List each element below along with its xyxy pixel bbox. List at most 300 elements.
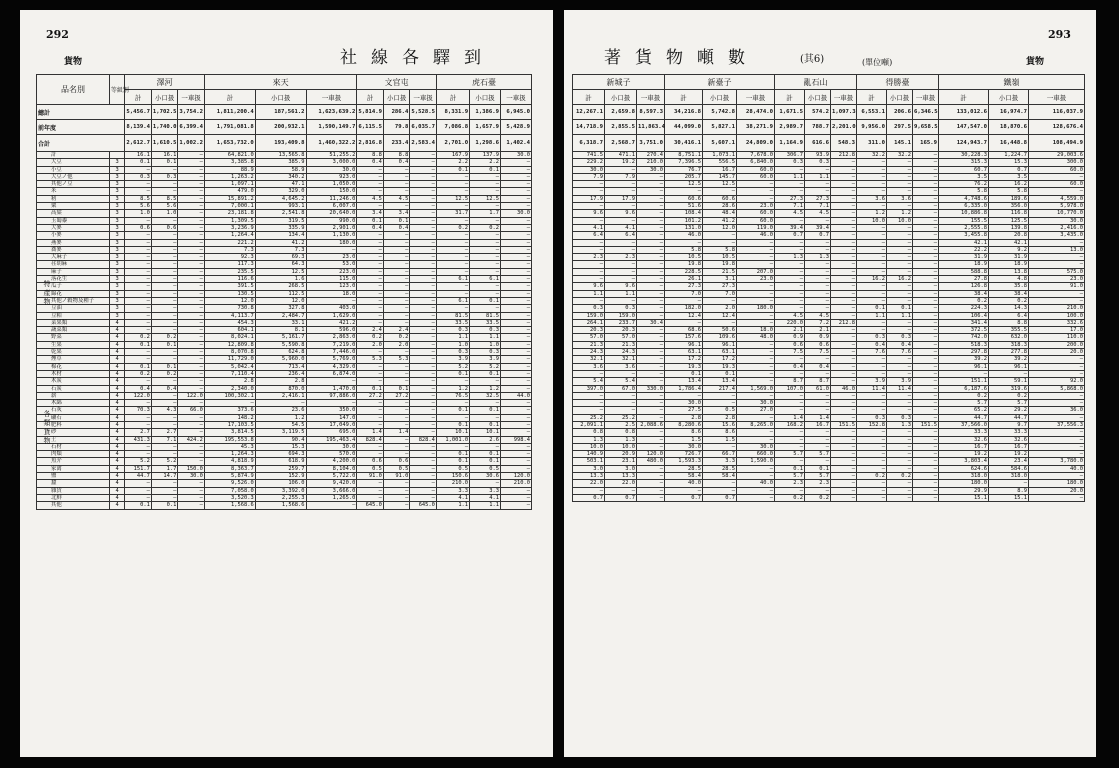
- value-cell: —: [775, 305, 805, 312]
- value-cell: —: [383, 414, 410, 421]
- value-cell: —: [703, 232, 737, 239]
- value-cell: —: [178, 232, 205, 239]
- value-cell: 1.1: [573, 290, 605, 297]
- value-cell: 116.6: [204, 276, 255, 283]
- value-cell: 0.2: [125, 334, 152, 341]
- value-cell: 5.2: [470, 363, 501, 370]
- value-cell: 1,298.6: [470, 135, 501, 152]
- value-cell: —: [470, 414, 501, 421]
- value-cell: 27.2: [383, 392, 410, 399]
- item-name: 石炭: [37, 385, 110, 392]
- value-cell: —: [1029, 429, 1085, 436]
- value-cell: 92.3: [204, 254, 255, 261]
- value-cell: —: [178, 268, 205, 275]
- value-cell: —: [178, 480, 205, 487]
- value-cell: —: [357, 421, 384, 428]
- value-cell: 12.5: [703, 181, 737, 188]
- value-cell: —: [436, 261, 469, 268]
- value-cell: 3.9: [887, 378, 913, 385]
- value-cell: —: [470, 480, 501, 487]
- value-cell: 0.2: [887, 473, 913, 480]
- item-name: 米: [37, 188, 110, 195]
- value-cell: —: [637, 290, 665, 297]
- value-cell: 23.0: [737, 276, 775, 283]
- value-cell: 60.0: [1029, 166, 1085, 173]
- value-cell: 236.4: [255, 370, 306, 377]
- value-cell: 8,280.6: [665, 421, 703, 428]
- value-cell: 212.8: [831, 319, 857, 326]
- value-cell: —: [605, 276, 637, 283]
- grade-cell: 4: [109, 341, 124, 348]
- column-header: 計: [665, 90, 703, 105]
- value-cell: 2,201.0: [831, 120, 857, 135]
- value-cell: —: [831, 327, 857, 334]
- value-cell: 356.0: [989, 203, 1029, 210]
- item-name: 北鮮: [37, 494, 110, 501]
- value-cell: 596.0: [306, 327, 357, 334]
- grade-cell: 3: [109, 312, 124, 319]
- value-cell: 15.1: [989, 494, 1029, 501]
- value-cell: —: [410, 392, 437, 399]
- value-cell: 10,770.0: [1029, 210, 1085, 217]
- value-cell: 0.7: [573, 494, 605, 501]
- value-cell: 30.6: [470, 473, 501, 480]
- value-cell: —: [436, 283, 469, 290]
- item-name: 菜果類: [37, 319, 110, 326]
- value-cell: —: [125, 239, 152, 246]
- value-cell: 17.9: [573, 195, 605, 202]
- value-cell: —: [383, 246, 410, 253]
- table-row: [37, 429, 532, 436]
- value-cell: 7,058.0: [204, 487, 255, 494]
- value-cell: —: [357, 261, 384, 268]
- value-cell: 471.1: [605, 152, 637, 159]
- value-cell: —: [831, 458, 857, 465]
- value-cell: 7.1: [805, 203, 831, 210]
- value-cell: —: [1029, 239, 1085, 246]
- value-cell: 2.7: [125, 429, 152, 436]
- value-cell: 30.0: [306, 443, 357, 450]
- value-cell: 235.5: [204, 268, 255, 275]
- item-name: 瓜子: [37, 283, 110, 290]
- value-cell: 16.7: [939, 443, 989, 450]
- value-cell: 1,653,732.0: [204, 135, 255, 152]
- value-cell: 424.2: [178, 436, 205, 443]
- value-cell: 23.0: [737, 203, 775, 210]
- column-header: 一車扱: [737, 90, 775, 105]
- value-cell: —: [204, 400, 255, 407]
- value-cell: —: [703, 239, 737, 246]
- value-cell: —: [383, 312, 410, 319]
- value-cell: —: [125, 356, 152, 363]
- value-cell: 16.7: [703, 166, 737, 173]
- value-cell: —: [805, 188, 831, 195]
- value-cell: —: [410, 473, 437, 480]
- value-cell: 151.7: [125, 465, 152, 472]
- value-cell: —: [805, 392, 831, 399]
- value-cell: —: [775, 283, 805, 290]
- value-cell: —: [887, 356, 913, 363]
- value-cell: 8,070.8: [204, 349, 255, 356]
- title-note: (其6): [800, 54, 825, 65]
- value-cell: 107.0: [775, 385, 805, 392]
- value-cell: 2.4: [383, 327, 410, 334]
- value-cell: —: [500, 443, 531, 450]
- value-cell: —: [178, 327, 205, 334]
- value-cell: 2,989.7: [775, 120, 805, 135]
- value-cell: —: [857, 224, 887, 231]
- value-cell: —: [913, 370, 939, 377]
- value-cell: 60.6: [703, 195, 737, 202]
- value-cell: —: [573, 239, 605, 246]
- value-cell: —: [410, 378, 437, 385]
- value-cell: —: [357, 363, 384, 370]
- table-row: [573, 181, 1085, 188]
- value-cell: 4.5: [357, 195, 384, 202]
- column-header: 小口扱: [470, 90, 501, 105]
- value-cell: 120.0: [637, 451, 665, 458]
- value-cell: —: [637, 239, 665, 246]
- value-cell: —: [913, 414, 939, 421]
- value-cell: —: [605, 188, 637, 195]
- value-cell: 7.1: [151, 436, 178, 443]
- value-cell: 2,816.8: [357, 135, 384, 152]
- value-cell: —: [470, 181, 501, 188]
- column-header: 計: [357, 90, 384, 105]
- value-cell: 2,091.1: [573, 421, 605, 428]
- page-title: 著貨物噸數: [604, 48, 759, 68]
- value-cell: —: [703, 392, 737, 399]
- value-cell: 1,386.9: [470, 105, 501, 120]
- value-cell: —: [151, 480, 178, 487]
- value-cell: 3,754.2: [178, 105, 205, 120]
- value-cell: —: [357, 349, 384, 356]
- value-cell: —: [775, 188, 805, 195]
- value-cell: 5.7: [805, 473, 831, 480]
- value-cell: —: [436, 181, 469, 188]
- value-cell: —: [737, 363, 775, 370]
- value-cell: 0.1: [470, 451, 501, 458]
- value-cell: —: [500, 458, 531, 465]
- value-cell: —: [383, 166, 410, 173]
- value-cell: 0.1: [436, 370, 469, 377]
- value-cell: —: [383, 254, 410, 261]
- table-row: [573, 173, 1085, 180]
- value-cell: —: [178, 385, 205, 392]
- value-cell: 27.0: [737, 407, 775, 414]
- value-cell: 632.0: [989, 334, 1029, 341]
- table-row: [573, 458, 1085, 465]
- value-cell: —: [573, 407, 605, 414]
- value-cell: 14,718.9: [573, 120, 605, 135]
- value-cell: 297.5: [887, 120, 913, 135]
- value-cell: 31.7: [436, 210, 469, 217]
- value-cell: —: [410, 166, 437, 173]
- value-cell: —: [151, 239, 178, 246]
- value-cell: 319.5: [255, 217, 306, 224]
- value-cell: —: [831, 407, 857, 414]
- value-cell: —: [357, 400, 384, 407]
- value-cell: —: [857, 319, 887, 326]
- value-cell: 63.1: [665, 349, 703, 356]
- item-name: 小豆: [37, 166, 110, 173]
- value-cell: 0.1: [436, 166, 469, 173]
- value-cell: —: [637, 261, 665, 268]
- value-cell: —: [383, 239, 410, 246]
- value-cell: —: [605, 407, 637, 414]
- value-cell: 3,803.4: [939, 458, 989, 465]
- value-cell: 5.7: [805, 451, 831, 458]
- value-cell: 15.1: [939, 494, 989, 501]
- value-cell: —: [887, 400, 913, 407]
- value-cell: 7,086.8: [436, 120, 469, 135]
- unit-label: (單位噸): [862, 58, 893, 67]
- value-cell: —: [637, 188, 665, 195]
- value-cell: 133,012.6: [939, 105, 989, 120]
- value-cell: —: [125, 414, 152, 421]
- value-cell: —: [857, 494, 887, 501]
- column-header: 一車扱: [913, 90, 939, 105]
- value-cell: 0.1: [357, 385, 384, 392]
- value-cell: 19.2: [989, 451, 1029, 458]
- value-cell: —: [665, 392, 703, 399]
- value-cell: 8.1: [255, 327, 306, 334]
- value-cell: 306.7: [775, 152, 805, 159]
- value-cell: —: [500, 159, 531, 166]
- value-cell: —: [805, 443, 831, 450]
- value-cell: —: [887, 254, 913, 261]
- value-cell: 7.2: [805, 319, 831, 326]
- value-cell: —: [913, 166, 939, 173]
- value-cell: 228.5: [665, 268, 703, 275]
- table-row: [573, 305, 1085, 312]
- value-cell: 88.9: [204, 166, 255, 173]
- value-cell: 46.0: [665, 232, 703, 239]
- value-cell: —: [857, 254, 887, 261]
- value-cell: 100.0: [1029, 312, 1085, 319]
- value-cell: 1,568.6: [204, 502, 255, 509]
- value-cell: —: [178, 334, 205, 341]
- value-cell: 1.1: [470, 334, 501, 341]
- value-cell: 0.7: [703, 494, 737, 501]
- table-row: [37, 246, 532, 253]
- value-cell: 46.0: [737, 232, 775, 239]
- value-cell: —: [410, 327, 437, 334]
- value-cell: 53.0: [306, 261, 357, 268]
- value-cell: —: [913, 224, 939, 231]
- value-cell: —: [410, 159, 437, 166]
- value-cell: —: [665, 239, 703, 246]
- value-cell: 7,396.5: [665, 159, 703, 166]
- value-cell: 0.1: [151, 341, 178, 348]
- value-cell: —: [857, 166, 887, 173]
- value-cell: 117.3: [204, 261, 255, 268]
- value-cell: —: [500, 451, 531, 458]
- value-cell: —: [151, 494, 178, 501]
- value-cell: 128,676.4: [1029, 120, 1085, 135]
- value-cell: —: [913, 400, 939, 407]
- value-cell: —: [151, 356, 178, 363]
- value-cell: 0.7: [989, 166, 1029, 173]
- value-cell: —: [125, 261, 152, 268]
- value-cell: —: [1029, 254, 1085, 261]
- grade-cell: 4: [109, 465, 124, 472]
- value-cell: 5.7: [775, 473, 805, 480]
- value-cell: 96.1: [703, 341, 737, 348]
- value-cell: 122.0: [178, 392, 205, 399]
- value-cell: —: [500, 239, 531, 246]
- value-cell: —: [805, 283, 831, 290]
- value-cell: 0.1: [436, 458, 469, 465]
- value-cell: 9.6: [573, 210, 605, 217]
- value-cell: —: [637, 363, 665, 370]
- value-cell: —: [831, 334, 857, 341]
- grade-cell: 4: [109, 370, 124, 377]
- value-cell: 6.4: [989, 312, 1029, 319]
- value-cell: 145.7: [703, 173, 737, 180]
- table-row: [37, 334, 532, 341]
- value-cell: —: [410, 414, 437, 421]
- value-cell: —: [775, 181, 805, 188]
- value-cell: —: [775, 239, 805, 246]
- value-cell: 16.1: [125, 152, 152, 159]
- item-name: 綿花: [37, 290, 110, 297]
- value-cell: —: [125, 443, 152, 450]
- value-cell: 3,236.9: [204, 224, 255, 231]
- value-cell: 2.8: [255, 378, 306, 385]
- value-cell: —: [637, 341, 665, 348]
- value-cell: 3.6: [573, 363, 605, 370]
- value-cell: —: [151, 319, 178, 326]
- value-cell: —: [737, 473, 775, 480]
- value-cell: —: [125, 232, 152, 239]
- grade-cell: 3: [109, 173, 124, 180]
- value-cell: 23.0: [306, 254, 357, 261]
- value-cell: 7.5: [805, 349, 831, 356]
- value-cell: 7.6: [887, 349, 913, 356]
- value-cell: —: [831, 239, 857, 246]
- value-cell: 28.5: [665, 465, 703, 472]
- value-cell: —: [500, 188, 531, 195]
- value-cell: 4.8: [989, 276, 1029, 283]
- value-cell: —: [737, 414, 775, 421]
- value-cell: 0.2: [125, 370, 152, 377]
- value-cell: 2,340.0: [204, 385, 255, 392]
- table-row: [573, 421, 1085, 428]
- value-cell: —: [500, 356, 531, 363]
- value-cell: —: [500, 414, 531, 421]
- value-cell: —: [887, 290, 913, 297]
- value-cell: —: [913, 203, 939, 210]
- value-cell: —: [573, 276, 605, 283]
- value-cell: —: [1029, 414, 1085, 421]
- value-cell: —: [605, 166, 637, 173]
- value-cell: —: [857, 239, 887, 246]
- value-cell: 828.4: [357, 436, 384, 443]
- value-cell: —: [125, 451, 152, 458]
- value-cell: 66.0: [178, 407, 205, 414]
- item-name: 野菜: [37, 334, 110, 341]
- value-cell: 3.9: [436, 356, 469, 363]
- value-cell: 19.2: [605, 159, 637, 166]
- value-cell: 108,494.9: [1029, 135, 1085, 152]
- value-cell: —: [857, 188, 887, 195]
- value-cell: —: [831, 487, 857, 494]
- value-cell: —: [410, 480, 437, 487]
- value-cell: —: [775, 443, 805, 450]
- table-row: [573, 246, 1085, 253]
- value-cell: 15.3: [989, 159, 1029, 166]
- value-cell: —: [410, 487, 437, 494]
- value-cell: —: [500, 297, 531, 304]
- value-cell: 5.7: [939, 400, 989, 407]
- item-name: 木綿: [37, 400, 110, 407]
- value-cell: 694.3: [255, 451, 306, 458]
- value-cell: 147.0: [306, 414, 357, 421]
- value-cell: —: [605, 239, 637, 246]
- value-cell: 0.2: [151, 370, 178, 377]
- value-cell: —: [178, 502, 205, 509]
- value-cell: 30.0: [737, 400, 775, 407]
- value-cell: —: [470, 268, 501, 275]
- value-cell: 5,827.1: [703, 120, 737, 135]
- value-cell: —: [125, 254, 152, 261]
- value-cell: 341.4: [939, 319, 989, 326]
- value-cell: —: [500, 400, 531, 407]
- value-cell: —: [410, 341, 437, 348]
- value-cell: 2.3: [775, 480, 805, 487]
- value-cell: —: [151, 283, 178, 290]
- value-cell: 96.1: [665, 341, 703, 348]
- value-cell: —: [410, 276, 437, 283]
- value-cell: 1.1: [775, 173, 805, 180]
- value-cell: —: [913, 451, 939, 458]
- value-cell: 6,115.5: [357, 120, 384, 135]
- value-cell: —: [857, 297, 887, 304]
- value-cell: 6,874.0: [306, 370, 357, 377]
- value-cell: —: [125, 246, 152, 253]
- value-cell: —: [500, 276, 531, 283]
- value-cell: —: [151, 188, 178, 195]
- value-cell: —: [637, 480, 665, 487]
- value-cell: 286.4: [383, 105, 410, 120]
- table-row: [37, 173, 532, 180]
- value-cell: —: [500, 341, 531, 348]
- value-cell: —: [151, 312, 178, 319]
- value-cell: —: [383, 261, 410, 268]
- value-cell: —: [887, 407, 913, 414]
- value-cell: 7.6: [857, 349, 887, 356]
- value-cell: 20.8: [989, 232, 1029, 239]
- grade-cell: 4: [109, 378, 124, 385]
- value-cell: —: [125, 312, 152, 319]
- value-cell: —: [410, 173, 437, 180]
- value-cell: —: [383, 407, 410, 414]
- value-cell: —: [637, 356, 665, 363]
- value-cell: 0.6: [125, 224, 152, 231]
- grade-cell: 3: [109, 166, 124, 173]
- value-cell: 7.5: [775, 349, 805, 356]
- value-cell: 233.4: [383, 135, 410, 152]
- page-number: 293: [1048, 28, 1071, 41]
- value-cell: —: [151, 232, 178, 239]
- table-row: [573, 429, 1085, 436]
- value-cell: —: [151, 261, 178, 268]
- value-cell: —: [805, 181, 831, 188]
- value-cell: —: [1029, 443, 1085, 450]
- value-cell: —: [573, 203, 605, 210]
- value-cell: 137.9: [470, 152, 501, 159]
